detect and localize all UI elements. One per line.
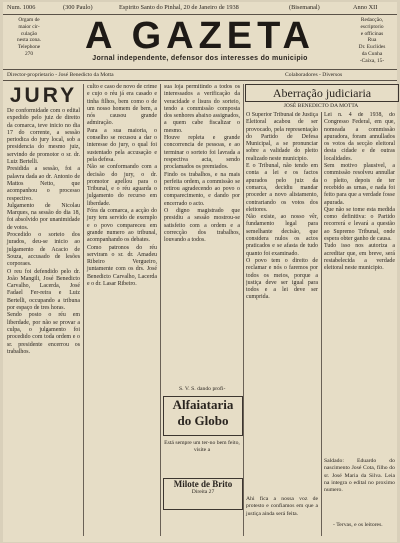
office-line: Rua xyxy=(367,37,377,44)
article-jury-continued xyxy=(87,84,157,288)
newspaper-subtitle: Jornal independente, defensor dos interesses do municipio xyxy=(92,55,308,62)
article-paragraph: Para a sua maioria, o conselho se recusou a dar o interesse do jury, o qual foi sustentado pela accusação e pela defesa. xyxy=(87,127,157,163)
article-paragraph: O digno magistrado que presidiu a sessão mostrou-se satisfeito com a ordem e a correcção dos trabalhos, louvando a todos. xyxy=(164,208,240,244)
office-line: e officinas xyxy=(360,30,384,37)
article-paragraph: De conformidade com o edital expedido pelo juiz de direito da comarca, teve inicio no dia 17 do corrente, a sessão periodica do jury local, sob a presidencia do mesmo juiz, servindo de promotor o sr. dr. Luiz Bertelli. xyxy=(7,108,80,166)
newspaper-title: A GAZETA xyxy=(85,15,315,57)
article-heading: Aberração judiciaria xyxy=(272,86,372,100)
article-paragraph: Julgamento de Nicolau Marques, na sessão do dia 18, foi absolvido por unanimidade de votos. xyxy=(7,202,80,231)
article-heading-box xyxy=(245,84,399,102)
circulation-line: culação xyxy=(20,30,38,37)
circulation-line: maior cir- xyxy=(18,23,40,30)
ad-milote xyxy=(163,478,243,510)
ad-title: do Globo xyxy=(177,413,229,428)
article-paragraph: O Superior Tribunal de Justiça Eleitoral acabou de ser provocado, pela representação do Partido de Defesa Municipal, a se pronunciar sobre a validade do pleito realizado neste municipio. xyxy=(246,112,318,162)
article-paragraph: Houve repleta e grande concorrencia de pessoas, e ao terminar o sorteio foi lavrada a respectiva acta, sendo proclamados os premiados. xyxy=(164,135,240,171)
article-jury xyxy=(7,84,80,356)
article-paragraph: Não se conformando com a decisão do jury, o dr. promotor apellou para o Tribunal, e o réu aguarda o julgamento do recurso em liberdade. xyxy=(87,164,157,207)
office-line: -Caixa, 15- xyxy=(359,57,385,64)
article-paragraph: Sem motivo plausivel, a commissão resolveu annullar o pleito, depois de ter recebido as urnas, e nada foi feito para que a verdade fosse apurada. xyxy=(324,163,395,206)
article-paragraph: Tudo isso nos autoriza a acreditar que, em breve, será restabelecida a verdade eleitoral neste municipio. xyxy=(324,243,395,272)
article-paragraph: sua loja permitindo a todos os interessados a verificação da veracidade e lisura do sorteio, tendo a commissão composta dos senhores abaixo assignados, a quem cabe fiscalizar o mesmo. xyxy=(164,84,240,134)
masthead xyxy=(71,15,329,62)
article-paragraph: Não existe, ao nosso vêr, fundamento legal para semelhante decisão, que considera nulos os actos praticados e se afasta de tudo quanto foi examinado. xyxy=(246,214,318,257)
article-sorteio xyxy=(164,84,240,390)
article-paragraph: O povo tem o direito de reclamar e nós o faremos por todos os meios, porque a justiça deve ser igual para todos e a lei deve ser cumprida. xyxy=(246,257,318,301)
circulation-line: Telephone xyxy=(17,44,41,51)
office-line: da Cunha xyxy=(361,50,383,57)
column-rule xyxy=(160,84,161,536)
ad-alfaiataria xyxy=(163,396,243,436)
signature-line: S. V. S. dando profi- xyxy=(179,386,226,392)
column-rule xyxy=(243,84,244,536)
collaborators-credit: Colaboradores - Diversos xyxy=(285,72,343,78)
article-paragraph: Findo os trabalhos, e na mais perfeita ordem, a commissão se retirou agradecendo ao povo o comparecimento, e dando por encerrado o acto. xyxy=(164,171,240,207)
ad-title: Alfaiataria xyxy=(172,397,234,412)
newspaper-page xyxy=(3,2,397,542)
article-paragraph: Que não se tome esta medida como definitiva: o Partido recorrerá e levará a questão ao Supremo Tribunal, onde espera obter ganho de causa. xyxy=(324,206,395,243)
article-paragraph: Como patronos do réu serviram o sr. dr. Amadeu Ribeiro Vergueiro, juntamente com os drs. José Benedicto Carvalho, Lacerda e o dr. Lasar Ribeiro. xyxy=(87,244,157,288)
article-paragraph: O reu foi defendido pelo dr. João Mangili, José Benedicto Carvalho, Lacerda, José Fadael Fer-reira e Luiz Bertelli, occupando a tribuna por espaço de tres horas. xyxy=(7,268,80,312)
ad-name: Milote de Brito xyxy=(173,479,233,489)
circulation-line: Orgam de xyxy=(18,17,40,23)
circulation-line: 270 xyxy=(24,50,34,57)
office-box xyxy=(349,17,395,65)
article-paragraph: Procedido o sorteio dos jurados, deu-se inicio ao julgamento de Acacio de Souza, accusado de lesões corporaes. xyxy=(7,232,80,268)
article-paragraph: E o Tribunal, não tendo em conta a lei e os factos apurados pelo juiz da comarca, decidiu mandar proceder a novo alistamento, contrariando os votos dos eleitores. xyxy=(246,163,318,213)
column-rule xyxy=(321,112,322,536)
article-byline: JOSÉ BENEDICTO DA MOTTA xyxy=(283,103,359,109)
article-paragraph: Fóra da comarca, a acção do jury tem servido de exemplo e o povo compareceu em grande numero ao tribunal, acompanhando os debates. xyxy=(87,208,157,244)
director-credit: Director-proprietario - José Benedicto da Motta xyxy=(7,72,114,78)
office-line: Redacção, xyxy=(360,17,384,23)
issue-place-date: Espirito Santo do Pinhal, 20 de Janeiro de 1938 xyxy=(119,4,239,11)
article-heading: JURY xyxy=(9,84,78,107)
ad-address: Direita 27 xyxy=(191,489,215,495)
signature-line: - Tervas, e os leitores. xyxy=(333,522,383,528)
ad-text: Está sempre um ter-no bem feito, visite a xyxy=(164,440,240,454)
office-line: escriptorio xyxy=(360,23,384,30)
article-aberracao xyxy=(246,112,318,492)
article-paragraph: culto e caso de novo de crime e cujo o réu já era casado e tinha filhos, bem como o de um nosso homem de bem, a nós causou grande admiração. xyxy=(87,84,158,127)
article-paragraph: Lei n. 4 de 1938, do Congresso Federal, em que, nomeada a commissão apuradora, foram annullados os votos da secção eleitoral desta cidade e de outras localidades. xyxy=(324,112,395,162)
column-rule xyxy=(83,84,84,536)
article-footer-note: Ahi fica a nossa voz de protesto e confiamos em que a justiça ainda será feita. xyxy=(246,496,318,517)
issue-type: (Bisemanal) xyxy=(289,4,320,11)
bottom-note: Saldado: Eduardo do nascimento José Cota, filho do sr. José Maria da Silva. Leia na integra o edital no proximo numero. xyxy=(324,458,395,494)
staff-line xyxy=(3,69,397,81)
article-aberracao-continued xyxy=(324,112,395,452)
office-line: Dr. Euclides xyxy=(358,44,386,51)
article-paragraph: Sendo posto o réu em liberdade, por não se provar a culpa, o julgamento foi procedido com toda ordem e o sr. presidente encerrou os trabalhos. xyxy=(7,312,80,355)
issue-year: Anno XII xyxy=(353,4,378,11)
article-paragraph: Presidida a sessão, foi a palavra dada ao dr. Antonio de Mattos Netto, que acompanhou o processo respectivo. xyxy=(7,166,80,202)
issue-price: (300 Paulo) xyxy=(63,4,93,11)
issue-number: Num. 1006 xyxy=(7,4,36,11)
issue-line xyxy=(3,2,397,15)
circulation-line: nesta zona. xyxy=(17,37,41,44)
circulation-box xyxy=(7,17,51,58)
